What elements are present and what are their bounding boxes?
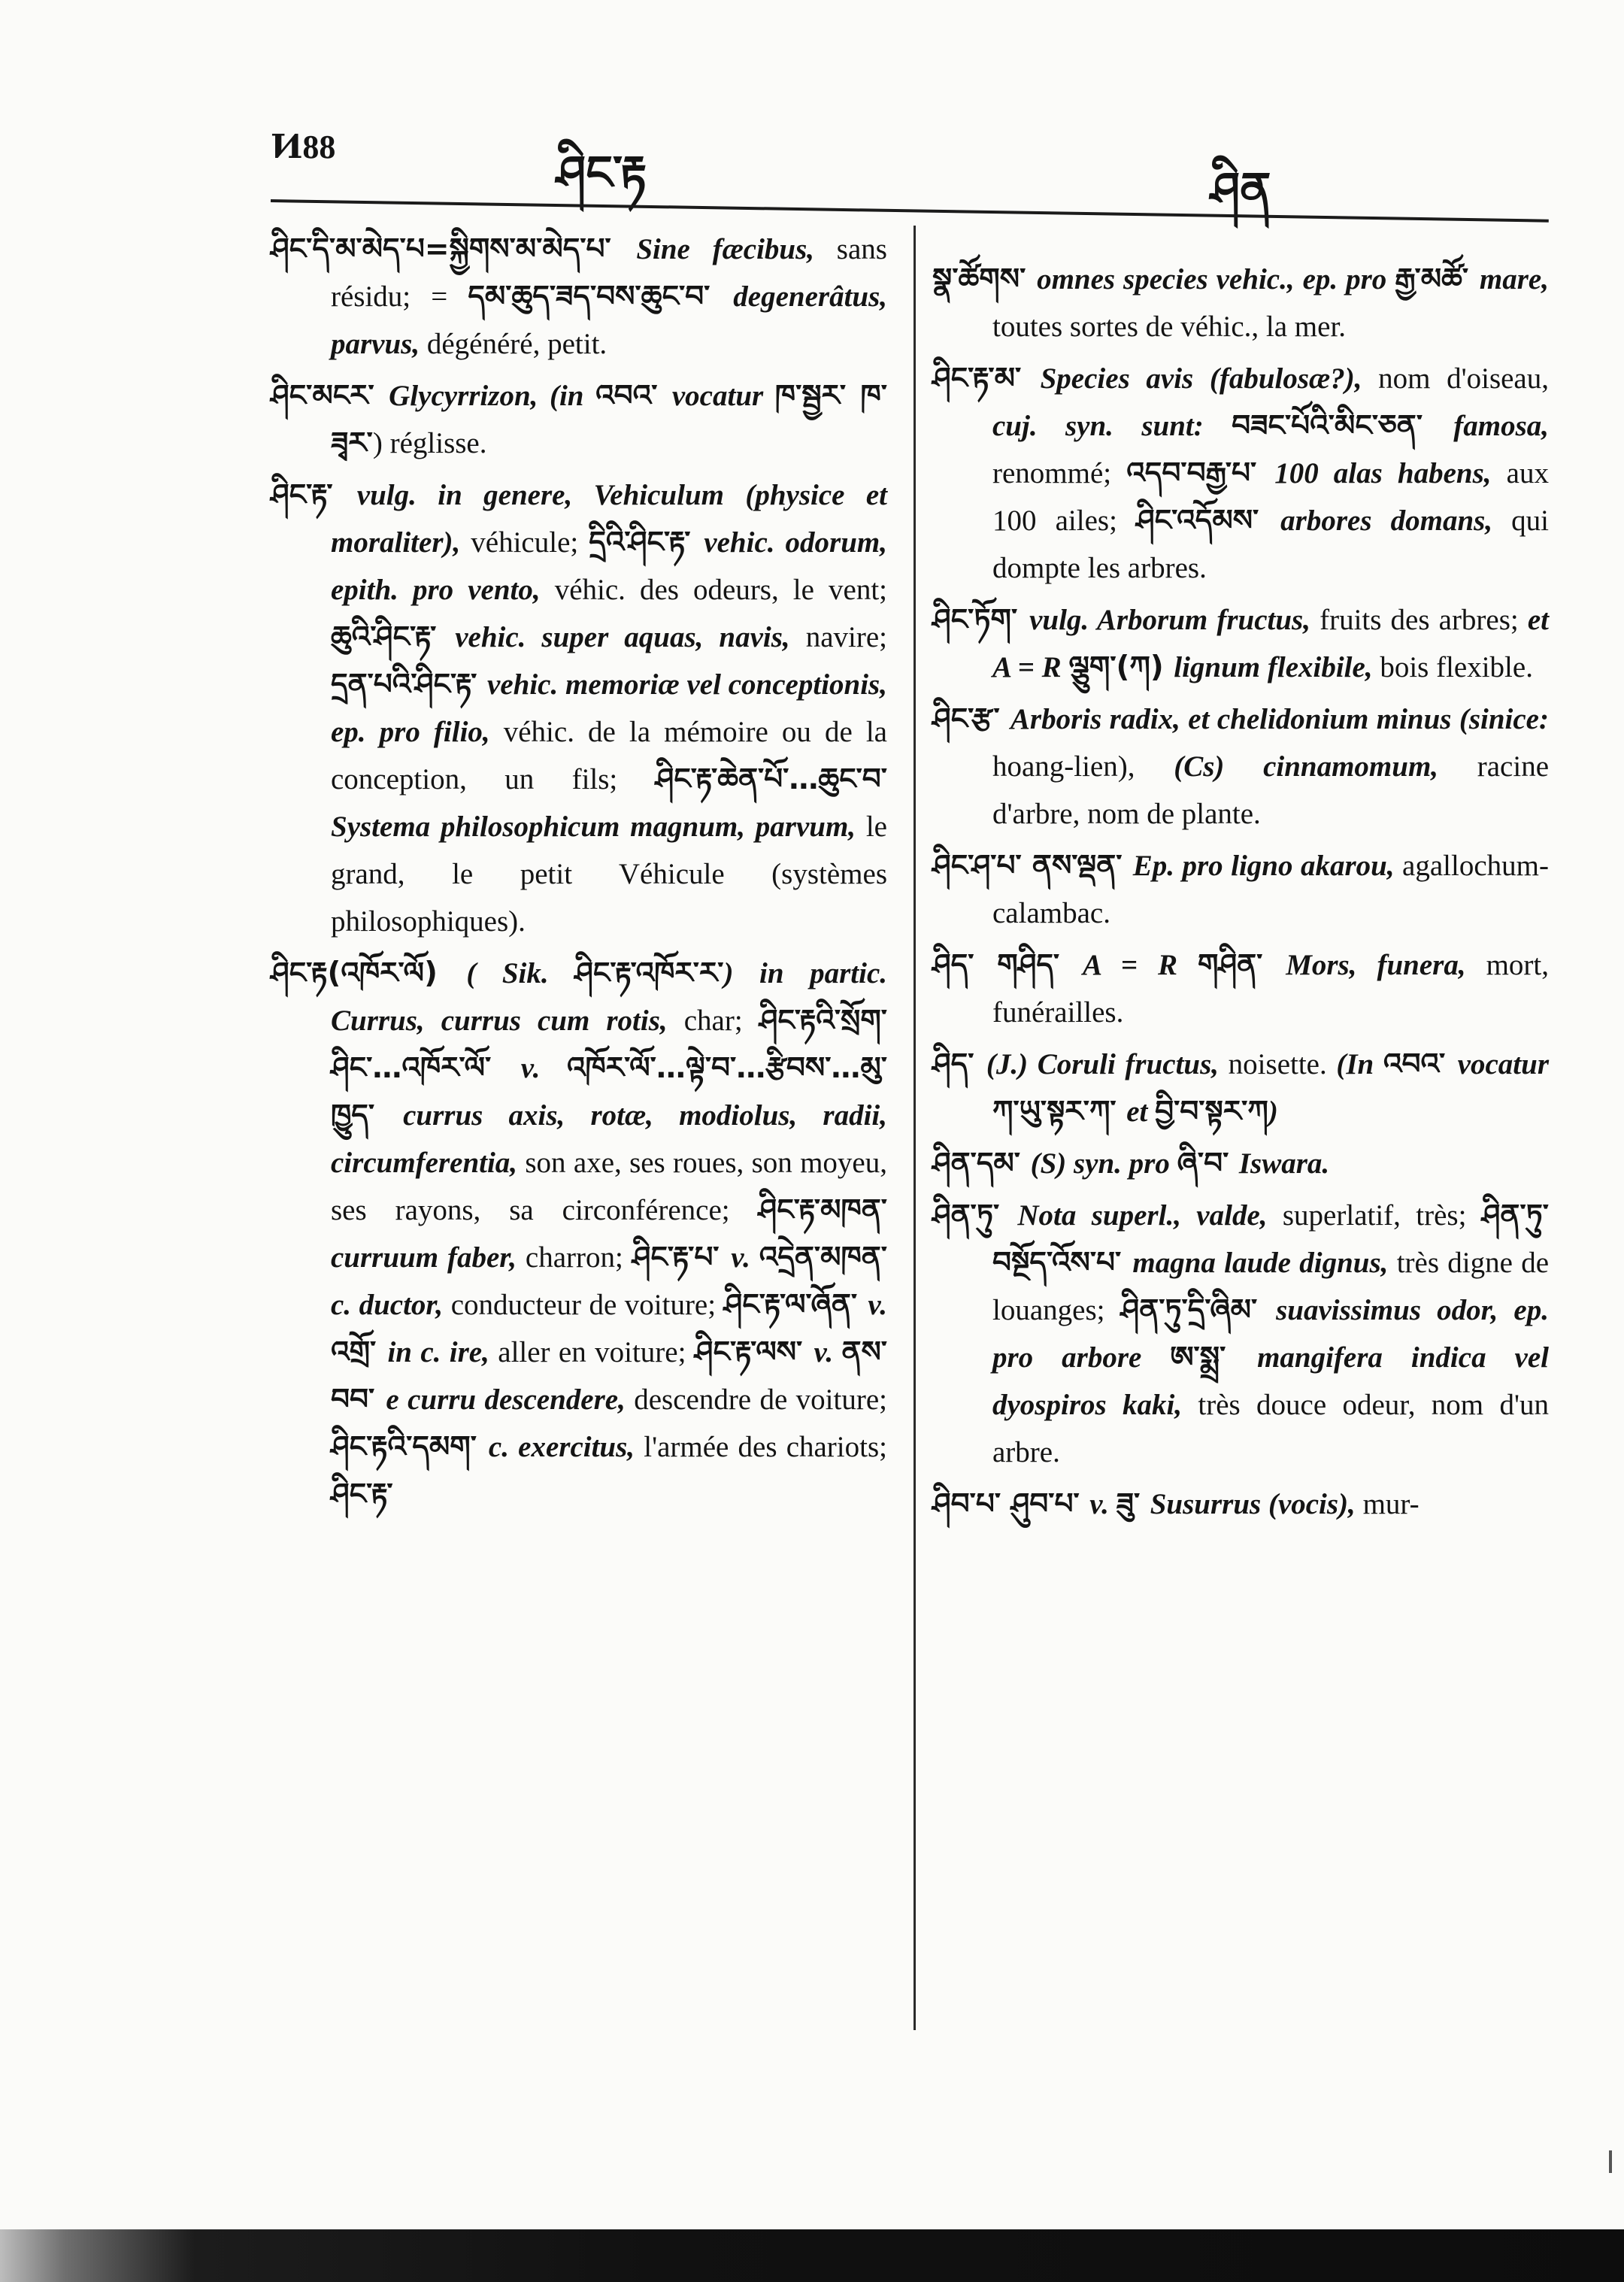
tibetan-term: ཤིང་རྟ་མཁན་ (758, 1193, 887, 1227)
tibetan-term: ཤིང་དི་མ་མེད་པ=སྐྱིགས་མ་མེད་པ་ (271, 232, 637, 266)
dictionary-entry (932, 1480, 1549, 1528)
latin-gloss: v. (814, 1336, 842, 1368)
french-gloss: véhic. de la mémoire ou de la conception, un fils; (331, 716, 887, 796)
french-gloss: aux 100 ailes; (992, 457, 1549, 537)
tibetan-term: ཤིང་རྟ་པ་ (632, 1241, 732, 1274)
dictionary-entry (932, 842, 1549, 937)
tibetan-term: ཤིང་རྟ(འཁོར་ལོ) (271, 956, 467, 990)
latin-gloss: Systema philosophicum magnum, parvum, (331, 811, 856, 843)
tibetan-term: དྲན་པའི་ཤིང་རྟ་ (331, 668, 488, 702)
right-column (932, 256, 1549, 1532)
latin-gloss: Susurrus (vocis), (1150, 1488, 1356, 1520)
latin-gloss: famosa, (1453, 410, 1549, 442)
dictionary-entry (271, 372, 887, 467)
tibetan-term: ཤིང་རྟ་ལ་ཞོན་ (723, 1288, 868, 1322)
tibetan-term: ཤིད་ གཤིད་ (932, 948, 1083, 982)
running-headword-right: ཤིན (1210, 162, 1271, 217)
latin-gloss: degenerâtus, parvus, (331, 280, 888, 360)
tibetan-term: འདབ་བརྒྱ་པ་ (1126, 456, 1275, 490)
latin-gloss: Mors, funera, (1286, 949, 1466, 981)
french-gloss: très douce odeur, nom d'un arbre. (992, 1389, 1549, 1468)
dictionary-entry (932, 696, 1549, 838)
tibetan-term: ཤིང་རྟ་ཆེན་པོ་…ཆུང་བ་ (655, 762, 887, 796)
tibetan-term: ཤིང་རྟའི་སྲོག་ཤིང་…འཁོར་ལོ་ (331, 1004, 887, 1085)
latin-gloss: vehic. odorum, epith. pro vento, (331, 526, 887, 606)
tibetan-term: ཤིན་དམ་ (932, 1147, 1031, 1180)
french-gloss: aller en voiture; (489, 1336, 695, 1368)
page-number: Ͷ88 (271, 129, 336, 165)
tibetan-term: ཤིང་རྟ་ལས་ (694, 1335, 814, 1369)
french-gloss: mur- (1355, 1488, 1419, 1520)
left-column (271, 226, 887, 1523)
tibetan-term: ཨ་སྨྲ་ (1170, 1341, 1258, 1374)
scan-edge-strip (0, 2229, 1624, 2282)
tibetan-term: སྣ་ཚོགས་ (932, 262, 1038, 296)
scan-edge-mark (1609, 2150, 1612, 2173)
latin-gloss: vulg. Arborum fructus, (1029, 604, 1310, 636)
french-gloss: conducteur de voiture; (443, 1289, 724, 1321)
tibetan-term: ཤིབ་པ་ ཤུབ་པ་ (932, 1487, 1090, 1521)
latin-gloss: v. (520, 1052, 567, 1084)
latin-gloss: suavissimus odor, ep. pro arbore (992, 1294, 1549, 1374)
latin-gloss: Iswara. (1238, 1147, 1330, 1180)
french-gloss: hoang-lien), (992, 750, 1174, 783)
tibetan-term: བྱི་བ་སྟར་ཀ (1155, 1095, 1268, 1129)
tibetan-term: ཤིང་རྟ་ (271, 478, 357, 512)
french-gloss: renommé; (992, 457, 1127, 489)
tibetan-term: དྲིའི་ཤིང་རྟ་ (589, 526, 704, 559)
latin-gloss: arbores domans, (1280, 505, 1493, 537)
dictionary-entry (932, 941, 1549, 1036)
dictionary-entry (932, 1140, 1549, 1187)
latin-gloss: vocatur (1457, 1048, 1549, 1080)
latin-gloss: mare, (1479, 263, 1549, 295)
latin-gloss: Species avis (fabulosæ?), (1040, 362, 1362, 395)
latin-gloss: Nota superl., valde, (1017, 1199, 1268, 1232)
latin-gloss: cuj. syn. sunt: (992, 410, 1232, 442)
french-gloss: navire; (789, 621, 887, 653)
french-gloss: le grand, le petit Véhicule (systèmes philosophiques). (331, 811, 887, 938)
latin-gloss: c. ductor, (331, 1289, 444, 1321)
tibetan-term: ལྕུག་(ཀ) (1068, 650, 1174, 684)
latin-gloss: v. (1089, 1488, 1116, 1520)
tibetan-term: ཆུའི་ཤིང་རྟ་ (331, 620, 456, 654)
latin-gloss: ) in partic. Currus, currus cum rotis, (331, 957, 887, 1037)
french-gloss: dégénéré, petit. (420, 328, 607, 360)
latin-gloss: ( Sik. (466, 957, 575, 989)
latin-gloss: Ep. pro ligno akarou, (1132, 850, 1395, 882)
latin-gloss: 100 alas habens, (1274, 457, 1492, 489)
dictionary-entry (271, 226, 887, 368)
french-gloss: son axe, ses roues, son moyeu, ses rayons, sa circonférence; (331, 1147, 887, 1226)
french-gloss: racine d'arbre, nom de plante. (992, 750, 1550, 830)
french-gloss: ) réglisse. (372, 427, 487, 459)
latin-gloss: (Cs) cinnamomum, (1174, 750, 1439, 783)
latin-gloss: vehic. memoriæ vel conceptionis, ep. pro filio, (331, 668, 887, 748)
tibetan-term: ཤིང་འདོམས་ (1136, 504, 1281, 538)
tibetan-term: དམ་ཆུད་ཟད་བས་ཆུང་བ་ (468, 280, 734, 314)
tibetan-term: རྒྱ་མཚོ་ (1395, 262, 1480, 296)
tibetan-term: འཁོར་ལོ་…ལྟེ་བ་…རྩིབས་…མུ་ཁྱུད་ (331, 1051, 887, 1132)
latin-gloss: ) (1268, 1096, 1278, 1128)
french-gloss: mort, funérailles. (992, 949, 1549, 1029)
latin-gloss: (J.) Coruli fructus, (986, 1048, 1220, 1080)
latin-gloss: mangifera indica vel dyospiros kaki, (992, 1341, 1550, 1421)
latin-gloss: v. (868, 1289, 888, 1321)
french-gloss: toutes sortes de véhic., la mer. (992, 311, 1347, 343)
dictionary-entry (271, 950, 887, 1518)
tibetan-term: འགྲོ་ (331, 1335, 388, 1369)
french-gloss: char; (667, 1005, 759, 1037)
latin-gloss: lignum flexibile, (1174, 651, 1373, 683)
latin-gloss: A = R (1082, 949, 1198, 981)
latin-gloss: e curru descendere, (386, 1383, 626, 1416)
latin-gloss: magna laude dignus, (1132, 1247, 1389, 1279)
tibetan-term: འབའ་ (595, 379, 672, 413)
latin-gloss: et A = R (992, 604, 1550, 683)
tibetan-term: ཤིན་ཏུ་བསྔོད་འོས་པ་ (992, 1199, 1549, 1280)
french-gloss: sans résidu; = (331, 233, 887, 313)
french-gloss: noisette. (1219, 1048, 1337, 1080)
tibetan-term: ཤིང་རྟ་ (331, 1477, 393, 1511)
french-gloss: fruits des arbres; (1310, 604, 1528, 636)
latin-gloss: omnes species vehic., ep. pro (1037, 263, 1395, 295)
tibetan-term: འབའ་ (1383, 1047, 1458, 1081)
dictionary-entry (932, 596, 1549, 691)
tibetan-term: བཟང་པོའི་མིང་ཅན་ (1232, 409, 1454, 443)
latin-gloss: curruum faber, (331, 1241, 517, 1274)
tibetan-term: ནས་བབ་ (331, 1335, 887, 1417)
latin-gloss: (S) syn. pro (1030, 1147, 1177, 1180)
french-gloss: l'armée des chariots; (635, 1431, 887, 1463)
latin-gloss: (In (1336, 1048, 1383, 1080)
running-headword-left: ཤིང་རྟ (556, 145, 647, 200)
dictionary-entry (932, 355, 1549, 592)
tibetan-term: ཞི་བ་ (1177, 1147, 1239, 1180)
dictionary-entry (932, 1041, 1549, 1135)
french-gloss: très digne de louanges; (992, 1247, 1550, 1326)
tibetan-term: ཤིང་རྟ་མ་ (932, 362, 1041, 395)
dictionary-entry (932, 256, 1549, 350)
tibetan-term: ཤིད་ (932, 1047, 986, 1081)
column-divider (914, 226, 916, 2030)
latin-gloss: vocatur (671, 380, 775, 412)
french-gloss: superlatif, très; (1267, 1199, 1482, 1232)
tibetan-term: ཤིན་ཏུ་ (932, 1199, 1018, 1232)
french-gloss: qui dompte les arbres. (992, 505, 1550, 584)
tibetan-term: འདྲེན་མཁན་ (759, 1241, 887, 1274)
tibetan-term: ཤིང་རྟ་འཁོར་ར་ (574, 956, 724, 990)
tibetan-term: གཤིན་ (1198, 948, 1286, 982)
latin-gloss: Arboris radix, et chelidonium minus (sinice: (1010, 703, 1549, 735)
french-gloss: véhicule; (460, 526, 589, 559)
latin-gloss: vulg. in genere, Vehiculum (physice et moraliter), (331, 479, 887, 559)
french-gloss: agallochum-calambac. (992, 850, 1549, 929)
french-gloss: charron; (517, 1241, 632, 1274)
dictionary-entry (271, 471, 887, 945)
tibetan-term: ཤིང་རྩ་ (932, 702, 1010, 736)
latin-gloss: et (1126, 1096, 1156, 1128)
tibetan-term: ཀ་ཡུ་སྟར་ཀ་ (992, 1095, 1127, 1129)
latin-gloss: Sine fæcibus, (636, 233, 815, 265)
tibetan-term: ཤིང་མངར་ (271, 379, 389, 413)
french-gloss: véhic. des odeurs, le vent; (540, 574, 887, 606)
french-gloss: bois flexible. (1372, 651, 1533, 683)
dictionary-entry (932, 1192, 1549, 1476)
tibetan-term: ཤིང་རྟའི་དམག་ (331, 1430, 489, 1464)
latin-gloss: in c. ire, (387, 1336, 489, 1368)
tibetan-term: ཤིང་ཏོག་ (932, 603, 1030, 637)
tibetan-term: ཤིན་ཏུ་དྲི་ཞིམ་ (1120, 1293, 1277, 1327)
latin-gloss: Glycyrrizon, (in (389, 380, 596, 412)
french-gloss: descendre de voiture; (625, 1383, 887, 1416)
latin-gloss: c. exercitus, (488, 1431, 635, 1463)
tibetan-term: ཤིང་ཤ་པ་ ནས་ལྡན་ (932, 849, 1133, 883)
latin-gloss: vehic. super aquas, navis, (455, 621, 790, 653)
latin-gloss: currus axis, rotæ, modiolus, radii, circumferentia, (331, 1099, 887, 1179)
french-gloss: nom d'oiseau, (1362, 362, 1549, 395)
tibetan-term: ཟུ་ (1116, 1487, 1150, 1521)
tibetan-term: ཁ་སྦྱར་ ཁ་ཟྭར་ (331, 379, 887, 460)
latin-gloss: v. (731, 1241, 759, 1274)
